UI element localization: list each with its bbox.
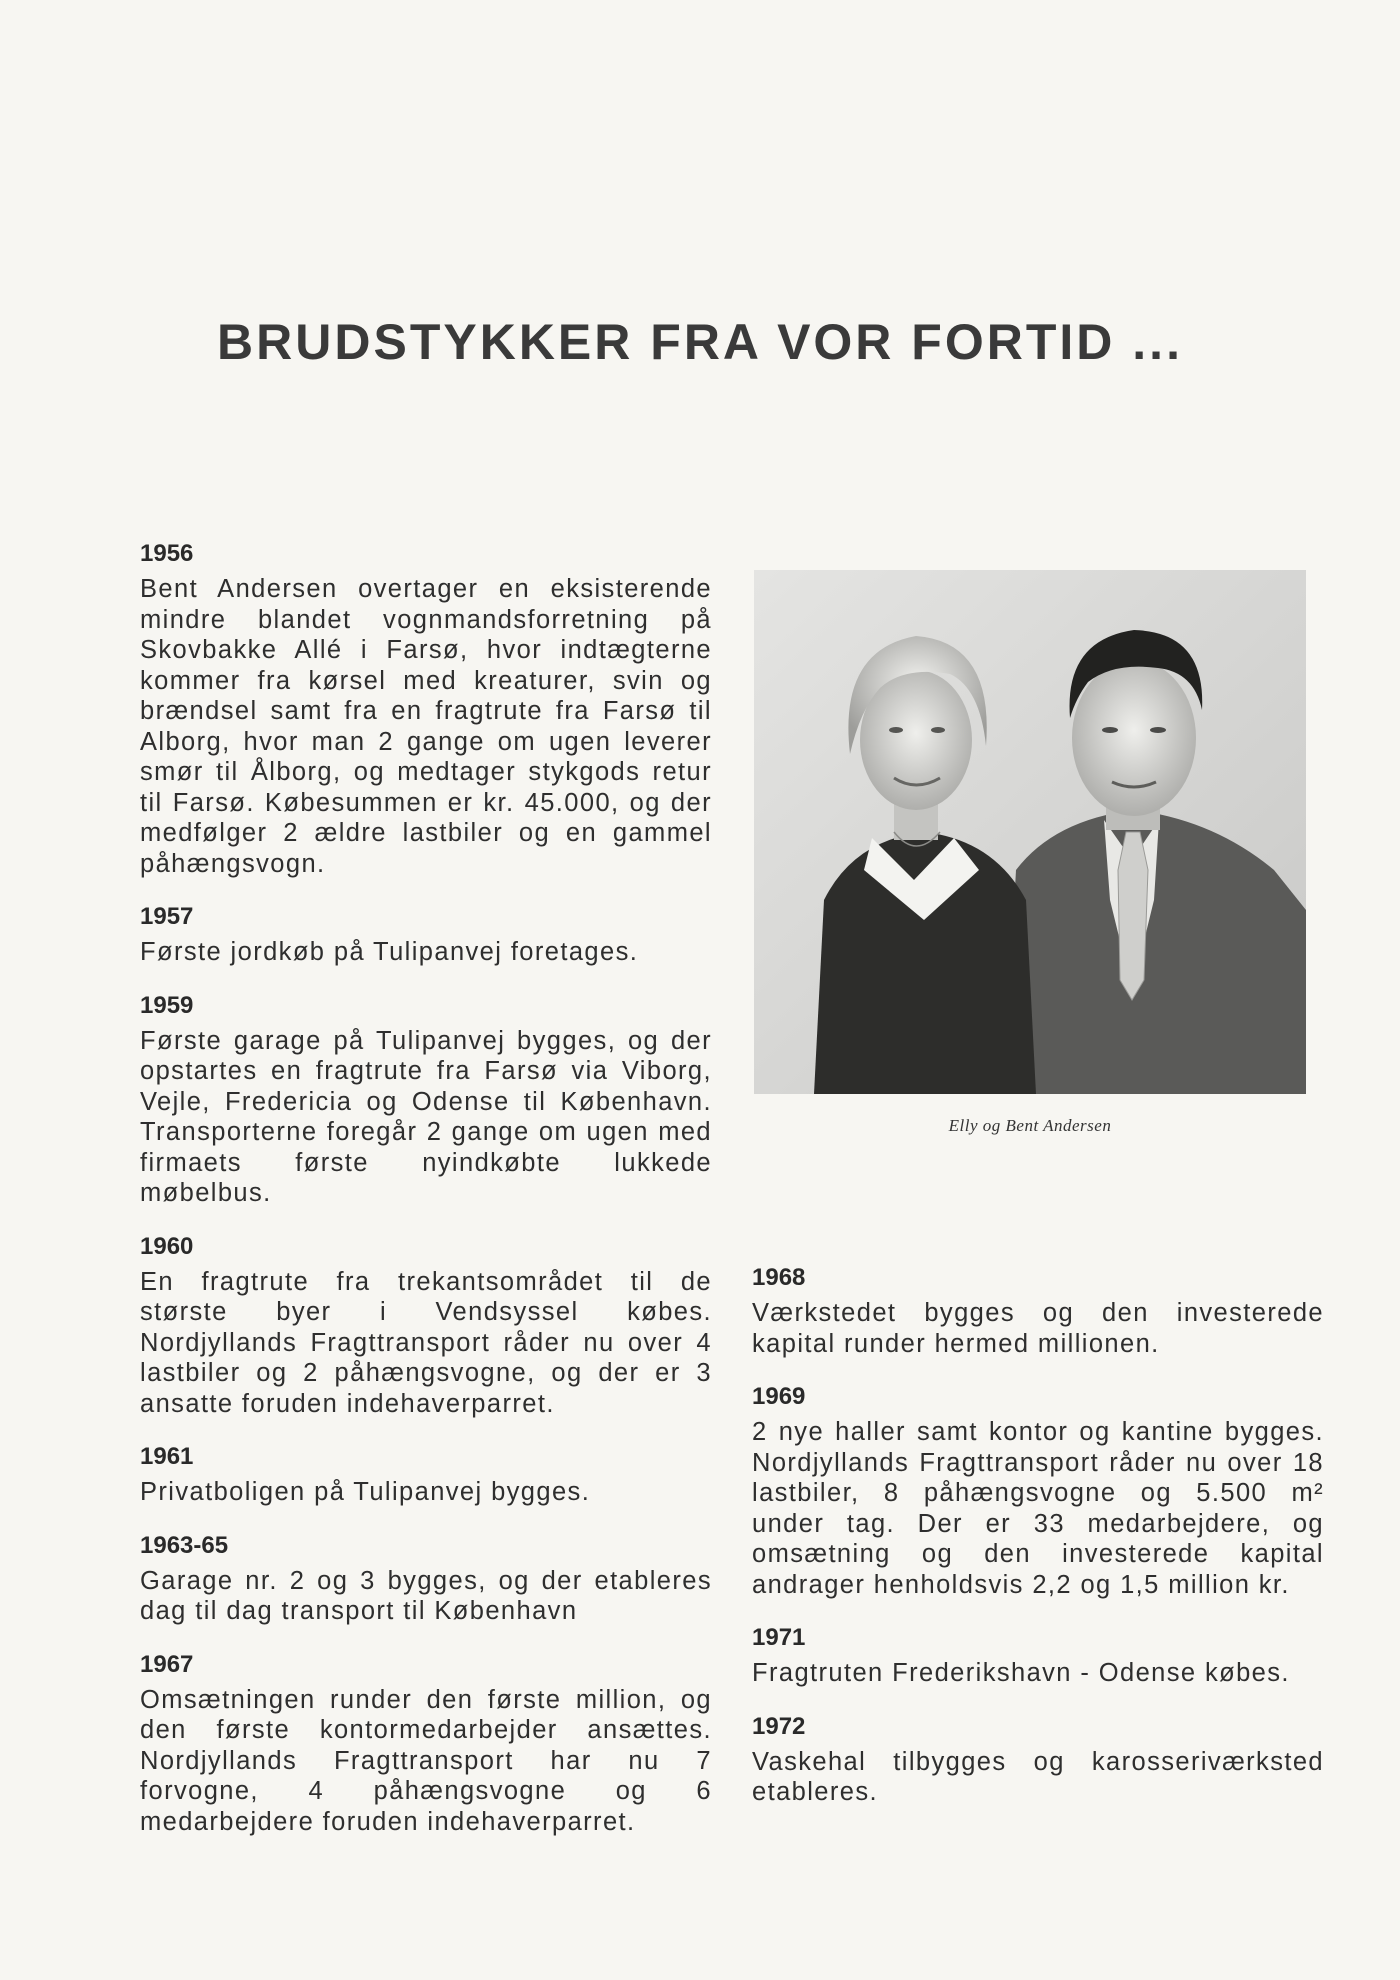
page-title: BRUDSTYKKER FRA VOR FORTID ... <box>217 314 1183 370</box>
entry-text: 2 nye haller samt kontor og kantine bygges. Nordjyllands Fragttransport råder nu over 18 lastbiler, 8 påhængsvogne og 5.500 m² under tag. Der er 33 medarbejdere, og omsætning og den investerede kapital andrager henholdsvis 2,2 og 1,5 million kr. <box>752 1418 1324 1599</box>
timeline-entry-1967 <box>140 1649 712 1838</box>
portrait-photo <box>754 570 1306 1094</box>
timeline-entry-1961 <box>140 1441 712 1508</box>
timeline-entry-1972 <box>752 1711 1324 1808</box>
timeline-entry-1956 <box>140 538 712 879</box>
entry-text: Første jordkøb på Tulipanvej foretages. <box>140 938 639 966</box>
entry-year: 1968 <box>752 1264 806 1291</box>
timeline-entry-1957 <box>140 901 712 968</box>
timeline-right-column <box>752 1262 1324 1830</box>
entry-year: 1961 <box>140 1443 194 1470</box>
entry-year: 1959 <box>140 991 194 1019</box>
entry-year: 1960 <box>140 1232 194 1260</box>
portrait-illustration <box>754 570 1306 1094</box>
timeline-entry-1968 <box>752 1262 1324 1359</box>
entry-text: Første garage på Tulipanvej bygges, og der opstartes en fragtrute fra Farsø via Viborg, Vejle, Fredericia og Odense til København. Transporterne foregår 2 gange om ugen med firmaets første nyindkøbte lukkede møbelbus. <box>140 1026 712 1207</box>
timeline-entry-1969 <box>752 1381 1324 1600</box>
timeline-entry-1960 <box>140 1231 712 1420</box>
entry-year: 1957 <box>140 903 194 930</box>
entry-year: 1963-65 <box>140 1531 229 1559</box>
entry-text: Fragtruten Frederikshavn - Odense købes. <box>752 1659 1290 1687</box>
entry-year: 1967 <box>140 1650 194 1678</box>
entry-text: Bent Andersen overtager en eksisterende mindre blandet vognmandsforretning på Skovbakke Allé i Farsø, hvor indtægterne kommer fra kørsel med kreaturer, svin og brændsel samt fra en fragtrute fra Farsø til Alborg, hvor man 2 gange om ugen leverer smør til Ålborg, og medtager stykgods retur til Farsø. Købesummen er kr. 45.000, og der medfølger 2 ældre lastbiler og en gammel påhængsvogn. <box>140 575 712 878</box>
timeline-entry-1963-65 <box>140 1530 712 1627</box>
entry-text: Vaskehal tilbygges og karosseriværksted etableres. <box>752 1747 1324 1806</box>
entry-text: Garage nr. 2 og 3 bygges, og der etableres dag til dag transport til København <box>140 1566 712 1625</box>
timeline-left-column <box>140 538 712 1859</box>
timeline-entry-1959 <box>140 990 712 1209</box>
entry-text: En fragtrute fra trekantsområdet til de største byer i Vendsyssel købes. Nordjyllands Fragttransport råder nu over 4 lastbiler og 2 påhængsvogne, og der er 3 ansatte foruden indehaverparret. <box>140 1267 712 1418</box>
entry-year: 1956 <box>140 540 194 567</box>
entry-year: 1972 <box>752 1712 806 1740</box>
timeline-entry-1971 <box>752 1622 1324 1689</box>
photo-caption: Elly og Bent Andersen <box>948 1116 1112 1135</box>
entry-year: 1971 <box>752 1624 806 1651</box>
entry-text: Privatboligen på Tulipanvej bygges. <box>140 1478 591 1506</box>
entry-text: Omsætningen runder den første million, og den første kontormedarbejder ansættes. Nordjyllands Fragttransport har nu 7 forvogne, 4 påhængsvogne og 6 medarbejdere foruden indehaverparret. <box>140 1685 712 1836</box>
entry-year: 1969 <box>752 1383 806 1410</box>
entry-text: Værkstedet bygges og den investerede kapital runder hermed millionen. <box>752 1299 1324 1358</box>
